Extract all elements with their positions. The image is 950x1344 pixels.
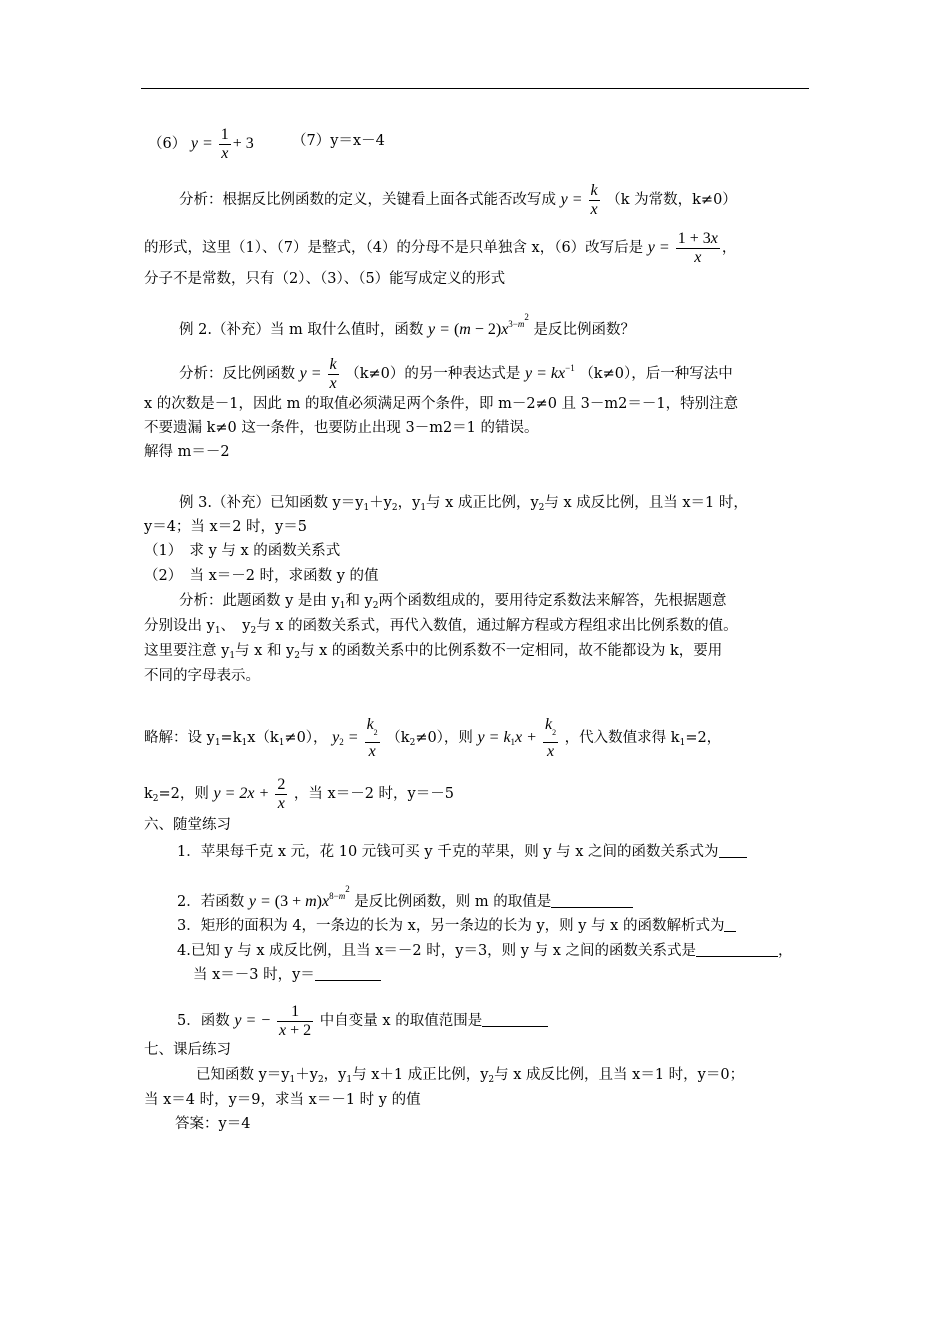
sketch-text-e: （k	[386, 730, 410, 747]
analysis-3-line-1	[179, 592, 727, 615]
example-3-text-d: 与 x 成正比例，y	[426, 495, 539, 511]
sub-1: 1	[278, 738, 285, 749]
exercise-4-line-2	[193, 966, 381, 984]
answer-blank-4b[interactable]	[315, 966, 381, 981]
sub-1: 1	[214, 738, 221, 749]
formula-example-2: $y = (m - 2)x^{3-m^2}$	[428, 312, 529, 338]
sub-2: 2	[317, 1075, 324, 1085]
analysis-3-text-g: 这里要注意 y	[144, 643, 230, 659]
exercise-4-end: ，	[777, 943, 793, 959]
item-7: （7）y＝x－4	[292, 133, 385, 149]
sketch-line-2	[144, 776, 454, 813]
sub-1: 1	[346, 1075, 353, 1085]
answer-blank-1[interactable]	[719, 843, 747, 858]
example-2-text-a: 例 2.（补充）当 m 取什么值时，函数	[179, 322, 424, 338]
sketch-line-1	[144, 716, 721, 761]
example-3-text-a: 例 3.（补充）已知函数 y＝y	[179, 495, 364, 511]
formula-rewrite-6: y = $\frac{1 + 3x}{x}$	[647, 230, 718, 266]
analysis-1-text-b: （k 为常数，k≠0）	[606, 192, 737, 209]
formula-k-over-x: y = $\frac{k}{x}$	[560, 182, 598, 218]
exercise-1-text: 1．苹果每千克 x 元，花 10 元钱可买 y 千克的苹果，则 y 与 x 之间的函数关系式为	[177, 844, 719, 860]
exercise-4-text-b: 当 x＝－3 时，y＝	[193, 967, 315, 983]
sketch-text-k: ，当 x＝－2 时，y＝－5	[293, 786, 454, 803]
example-3-line-1	[179, 494, 748, 517]
answer-blank-2[interactable]	[551, 893, 633, 908]
analysis-2-line-2: x 的次数是－1，因此 m 的取值必须满足两个条件，即 m－2≠0 且 3－m2＝－1，特别注意	[144, 396, 739, 412]
analysis-3-text-f: 与 x 的函数关系式，再代入数值，通过解方程或方程组求出比例系数的值。	[256, 618, 738, 634]
formula-kx-inverse: $y = kx^{-1}$	[525, 363, 575, 383]
homework-text-e: 与 x 成反比例，且当 x＝1 时，y＝0；	[494, 1067, 745, 1083]
exercise-2	[177, 880, 633, 911]
sub-1: 1	[363, 503, 370, 513]
section-6-heading: 六、随堂练习	[144, 817, 231, 833]
analysis-3-text-d: 分别设出 y	[144, 618, 215, 634]
example-3-text-c: ，y	[397, 495, 421, 511]
question-1: （1） 求 y 与 x 的函数关系式	[144, 543, 341, 559]
example-3-text-e: 与 x 成反比例，且当 x＝1 时，	[544, 495, 748, 511]
sub-2: 2	[372, 601, 379, 611]
homework-line-1	[196, 1066, 744, 1089]
solution-2: 解得 m＝－2	[144, 444, 230, 460]
exercise-3-text: 3．矩形的面积为 4，一条边的长为 x，另一条边的长为 y，则 y 与 x 的函数解析式为	[177, 918, 725, 934]
analysis-2-text-a: 分析：反比例函数	[179, 366, 295, 383]
sketch-text-d: ≠0），	[284, 730, 328, 747]
formula-answer: y = 2x + $\frac{2}{x}$	[213, 776, 286, 812]
header-rule	[141, 88, 809, 89]
exercise-2-text-b: 是反比例函数，则 m 的取值是	[354, 894, 552, 910]
exercise-4-line-1	[177, 942, 792, 960]
analysis-2-text-c: （k≠0），后一种写法中	[579, 366, 733, 383]
sub-1: 1	[420, 503, 427, 513]
analysis-3-line-3	[144, 642, 722, 665]
analysis-3-text-a: 分析：此题函数 y 是由 y	[179, 593, 340, 609]
sub-2: 2	[152, 794, 159, 805]
sub-2: 2	[294, 651, 300, 661]
section-7-heading: 七、课后练习	[144, 1042, 231, 1058]
exercise-1	[177, 843, 747, 861]
answer-blank-5[interactable]	[482, 1012, 548, 1027]
sub-1: 1	[214, 626, 221, 636]
analysis-3-text-b: 和 y	[345, 593, 373, 609]
analysis-1-text-c: 的形式，这里（1）、（7）是整式，（4）的分母不是只单独含 x，（6）改写后是	[144, 240, 644, 257]
analysis-3-line-2	[144, 617, 738, 640]
formula-y2: $y_2$ = $\frac{k_2}{x}$	[332, 716, 378, 760]
analysis-2-text-b: （k≠0）的另一种表达式是	[345, 366, 521, 383]
sub-1: 1	[679, 738, 686, 749]
sub-1: 1	[339, 601, 346, 611]
formula-exercise-5: y = − $\frac{1}{x + 2}$	[234, 1003, 312, 1039]
sub-1: 1	[289, 1075, 296, 1085]
answer-blank-3[interactable]	[724, 917, 736, 932]
analysis-1-line-2: 的形式，这里（1）、（7）是整式，（4）的分母不是只单独含 x，（6）改写后是 y = $\frac{1 + 3x}{x}$ ，	[144, 230, 737, 266]
sub-2: 2	[391, 503, 398, 513]
sub-2: 2	[250, 626, 257, 636]
exercise-3	[177, 917, 736, 935]
formula-inverse: y = $\frac{k}{x}$	[299, 356, 337, 392]
example-3-line-2: y＝4；当 x＝2 时，y＝5	[144, 519, 307, 535]
sketch-text-h: =2，	[685, 730, 722, 747]
sub-2: 2	[538, 503, 545, 513]
sketch-text-b: =k	[220, 730, 242, 747]
homework-text-a: 已知函数 y＝y	[196, 1067, 290, 1083]
homework-text-d: 与 x＋1 成正比例，y	[352, 1067, 489, 1083]
formula-6: y = $\frac{1}{x}$ + 3	[190, 126, 254, 162]
analysis-2-line-1	[179, 356, 733, 393]
question-2: （2） 当 x＝－2 时，求函数 y 的值	[144, 568, 379, 584]
sketch-text-j: =2，则	[158, 786, 209, 803]
sub-2: 2	[488, 1075, 495, 1085]
analysis-3-text-e: 、 y	[220, 618, 251, 634]
sub-2: 2	[409, 738, 416, 749]
sketch-text-i: k	[144, 786, 153, 803]
item-6-line	[148, 126, 254, 163]
analysis-3-text-h: 与 x 和 y	[235, 643, 295, 659]
sketch-text-a: 略解：设 y	[144, 730, 215, 747]
formula-y-combined: $y = k_1x$ + $\frac{k_2}{x}$	[477, 716, 557, 760]
analysis-2-line-3: 不要遗漏 k≠0 这一条件，也要防止出现 3－m2＝1 的错误。	[144, 420, 539, 436]
sketch-text-f: ≠0），则	[415, 730, 473, 747]
formula-exercise-2: $y = (3 + m)x^{8-m^2}$	[248, 884, 350, 910]
exercise-5-text-b: 中自变量 x 的取值范围是	[319, 1013, 483, 1030]
example-3-text-b: ＋y	[369, 495, 392, 511]
homework-line-2: 当 x＝4 时，y＝9，求当 x＝－1 时 y 的值	[144, 1092, 421, 1108]
example-2	[179, 308, 635, 339]
sketch-text-g: ，代入数值求得 k	[564, 730, 680, 747]
analysis-3-line-4: 不同的字母表示。	[144, 668, 260, 684]
answer: 答案：y＝4	[175, 1116, 251, 1132]
sub-1: 1	[241, 738, 248, 749]
item-6-label: （6）	[148, 136, 187, 153]
example-2-text-b: 是反比例函数？	[533, 322, 635, 338]
exercise-5	[177, 1003, 548, 1040]
analysis-3-text-c: 两个函数组成的，要用待定系数法来解答，先根据题意	[378, 593, 727, 609]
analysis-3-text-i: 与 x 的函数关系中的比例系数不一定相同，故不能都设为 k，要用	[299, 643, 723, 659]
exercise-5-text-a: 5．函数	[177, 1013, 230, 1030]
analysis-1-line-3: 分子不是常数，只有（2）、（3）、（5）能写成定义的形式	[144, 271, 506, 287]
homework-text-c: ，y	[323, 1067, 347, 1083]
exercise-2-text-a: 2．若函数	[177, 894, 245, 910]
analysis-1-line-1	[179, 182, 737, 219]
sketch-text-c: x（k	[247, 730, 279, 747]
homework-text-b: ＋y	[295, 1067, 318, 1083]
answer-blank-4a[interactable]	[696, 942, 778, 957]
sub-1: 1	[229, 651, 236, 661]
exercise-4-text: 4.已知 y 与 x 成反比例，且当 x＝－2 时，y＝3，则 y 与 x 之间的函数关系式是	[177, 943, 696, 959]
analysis-1-text-a: 分析：根据反比例函数的定义，关键看上面各式能否改写成	[179, 192, 556, 209]
